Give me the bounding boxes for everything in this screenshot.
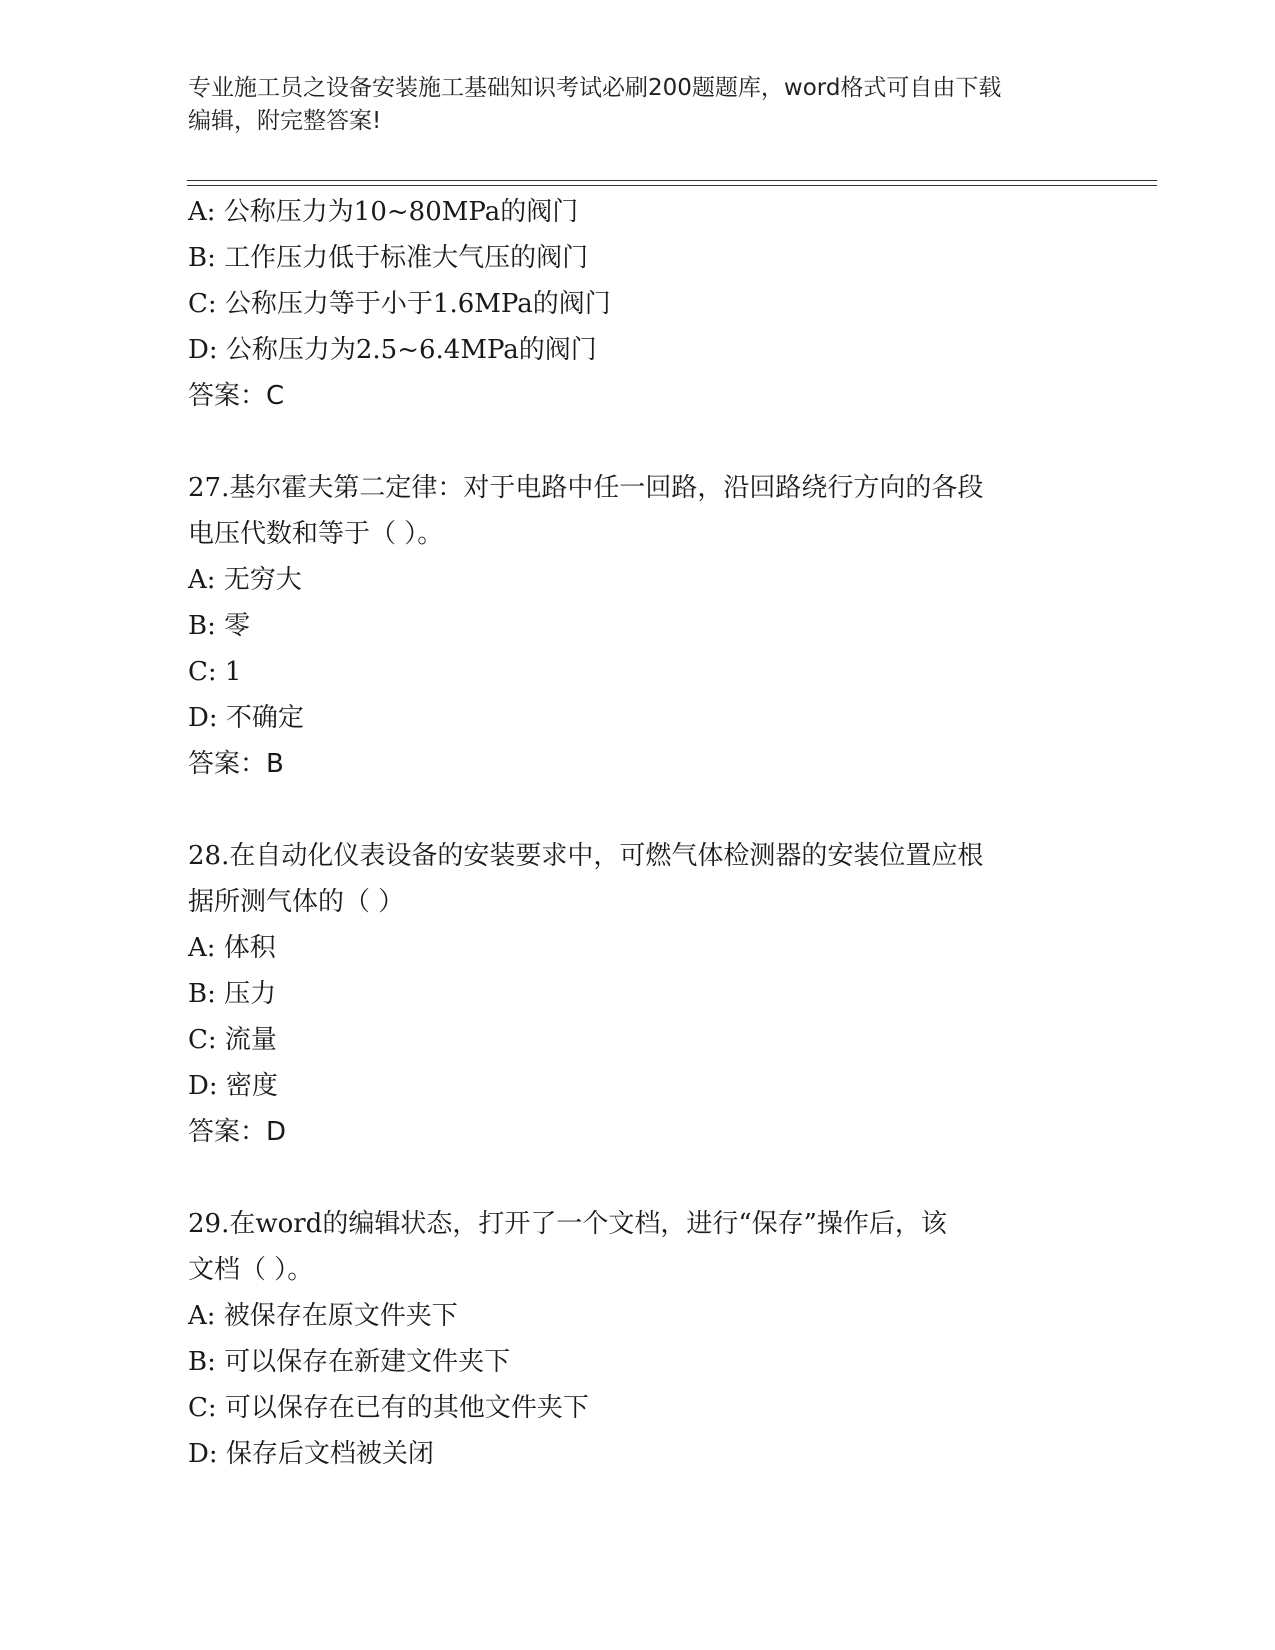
option-b: B: 零 xyxy=(188,611,251,641)
spacer xyxy=(188,419,1088,465)
option-a: A: 公称压力为10~80MPa的阀门 xyxy=(188,197,579,227)
question-stem: 29.在word的编辑状态，打开了一个文档，进行“保存”操作后，该 xyxy=(188,1209,947,1239)
question-stem-continued: 文档（ ）。 xyxy=(188,1255,314,1285)
question-list xyxy=(188,189,1088,1477)
question-29-block xyxy=(188,1201,1088,1477)
header-line-1: 专业施工员之设备安装施工基础知识考试必刷200题题库，word格式可自由下载 xyxy=(188,75,1002,101)
header-divider-bottom xyxy=(187,185,1157,186)
answer-line: 答案：C xyxy=(188,381,285,411)
spacer xyxy=(188,787,1088,833)
spacer xyxy=(188,1155,1088,1201)
question-stem: 27.基尔霍夫第二定律：对于电路中任一回路，沿回路绕行方向的各段 xyxy=(188,473,984,503)
option-d: D: 密度 xyxy=(188,1071,278,1101)
answer-line: 答案：D xyxy=(188,1117,287,1147)
option-a: A: 体积 xyxy=(188,933,276,963)
option-a: A: 被保存在原文件夹下 xyxy=(188,1301,458,1331)
option-d: D: 不确定 xyxy=(188,703,304,733)
option-c: C: 可以保存在已有的其他文件夹下 xyxy=(188,1393,589,1423)
option-a: A: 无穷大 xyxy=(188,565,302,595)
question-stem-continued: 电压代数和等于（ ）。 xyxy=(188,519,444,549)
header-divider-top xyxy=(187,180,1157,181)
option-c: C: 1 xyxy=(188,657,242,687)
question-26-block xyxy=(188,189,1088,419)
option-b: B: 工作压力低于标准大气压的阀门 xyxy=(188,243,589,273)
option-b: B: 压力 xyxy=(188,979,277,1009)
question-27-block xyxy=(188,465,1088,787)
option-c: C: 流量 xyxy=(188,1025,277,1055)
option-c: C: 公称压力等于小于1.6MPa的阀门 xyxy=(188,289,611,319)
answer-line: 答案：B xyxy=(188,749,284,779)
option-b: B: 可以保存在新建文件夹下 xyxy=(188,1347,511,1377)
question-stem: 28.在自动化仪表设备的安装要求中，可燃气体检测器的安装位置应根 xyxy=(188,841,984,871)
question-stem-continued: 据所测气体的（ ） xyxy=(188,887,405,917)
header-line-2: 编辑，附完整答案! xyxy=(188,108,382,134)
document-header xyxy=(188,72,1068,138)
option-d: D: 保存后文档被关闭 xyxy=(188,1439,434,1469)
option-d: D: 公称压力为2.5~6.4MPa的阀门 xyxy=(188,335,597,365)
question-28-block xyxy=(188,833,1088,1155)
